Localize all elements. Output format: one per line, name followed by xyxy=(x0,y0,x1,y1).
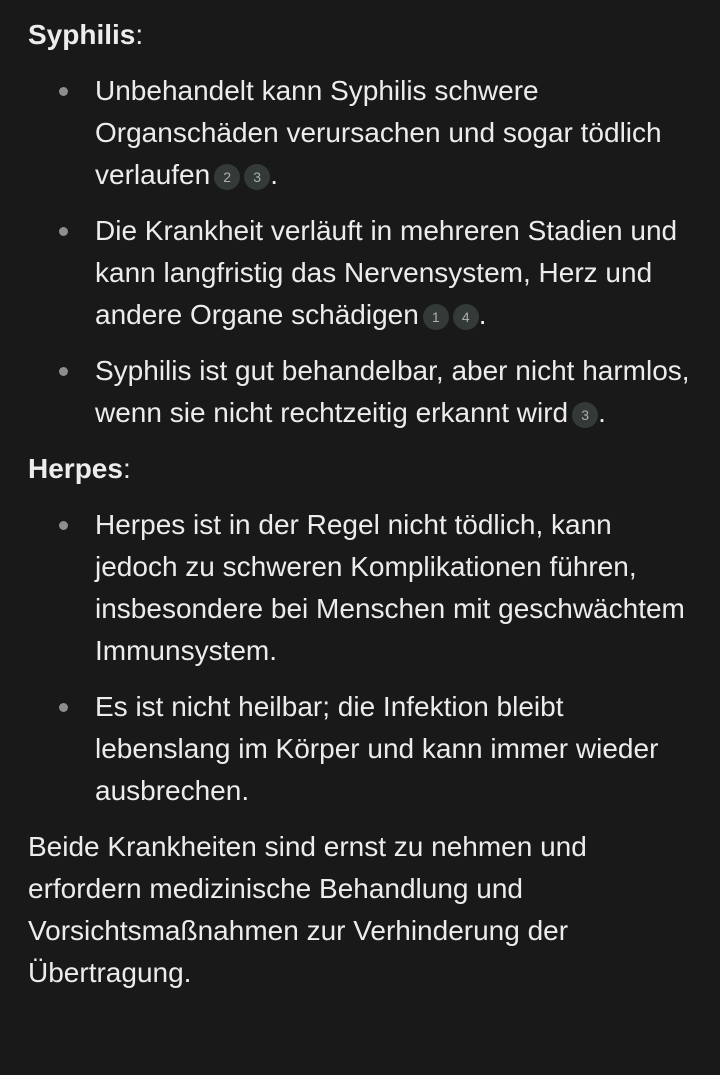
section-heading-syphilis: Syphilis: xyxy=(28,19,144,50)
summary-paragraph: Beide Krankheiten sind ernst zu nehmen und erfordern medizinische Behandlung und Vorsichtsmaßnahmen zur Verhinderung der Übertragung. xyxy=(28,831,587,988)
bullet-icon xyxy=(59,703,68,712)
citation-badge[interactable]: 1 xyxy=(423,304,449,330)
herpes-bullet-list xyxy=(28,504,700,812)
citation-badge[interactable]: 2 xyxy=(214,164,240,190)
list-item: Syphilis ist gut behandelbar, aber nicht harmlos, wenn sie nicht rechtzeitig erkannt wird 3 . xyxy=(28,350,700,434)
bullet-icon xyxy=(59,87,68,96)
citation-badge[interactable]: 4 xyxy=(453,304,479,330)
list-item: Die Krankheit verläuft in mehreren Stadien und kann langfristig das Nervensystem, Herz und andere Organe schädigen 1 4 . xyxy=(28,210,700,336)
citation-badge[interactable]: 3 xyxy=(244,164,270,190)
bullet-icon xyxy=(59,521,68,530)
citation-badge[interactable]: 3 xyxy=(572,402,598,428)
bullet-icon xyxy=(59,227,68,236)
bullet-icon xyxy=(59,367,68,376)
list-item: Es ist nicht heilbar; die Infektion bleibt lebenslang im Körper und kann immer wieder ausbrechen. xyxy=(28,686,700,812)
list-item: Herpes ist in der Regel nicht tödlich, kann jedoch zu schweren Komplikationen führen, insbesondere bei Menschen mit geschwächtem Immunsystem. xyxy=(28,504,700,672)
section-heading-herpes: Herpes: xyxy=(28,453,131,484)
syphilis-bullet-list xyxy=(28,70,700,434)
list-item: Unbehandelt kann Syphilis schwere Organschäden verursachen und sogar tödlich verlaufen 2 3 . xyxy=(28,70,700,196)
